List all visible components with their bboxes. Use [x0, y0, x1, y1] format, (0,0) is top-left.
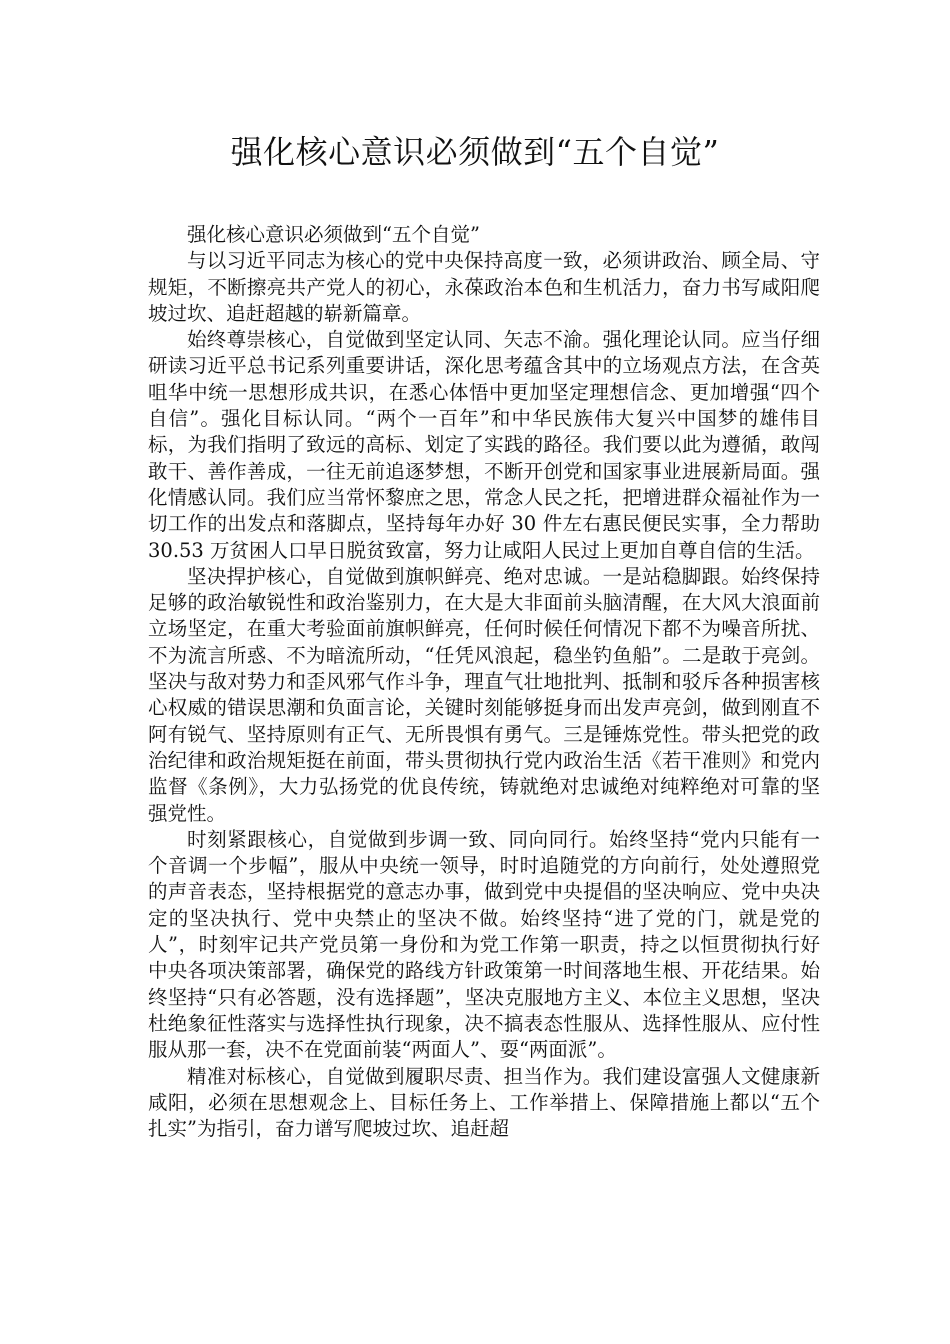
- paragraph-subtitle: 强化核心意识必须做到“五个自觉”: [187, 223, 480, 246]
- paragraph-section-3: 时刻紧跟核心，自觉做到步调一致、同向同行。始终坚持“党内只能有一个音调一个步幅”，服从中央统一领导，时时追随党的方向前行，处处遵照党的声音表态，坚持根据党的意志办事，做到党中央提倡的坚决响应、党中央决定的坚决执行、党中央禁止的坚决不做。始终坚持“进了党的门，就是党的人”，时刻牢记共产党员第一身份和为党工作第一职责，持之以恒贯彻执行好中央各项决策部署，确保党的路线方针政策第一时间落地生根、开花结果。始终坚持“只有必答题，没有选择题”，坚决克服地方主义、本位主义思想，坚决杜绝象征性落实与选择性执行现象，决不搞表态性服从、选择性服从、应付性服从那一套，决不在党面前装“两面人”、耍“两面派”。: [148, 827, 820, 1062]
- paragraph-section-2: 坚决捍护核心，自觉做到旗帜鲜亮、绝对忠诚。一是站稳脚跟。始终保持足够的政治敏锐性和政治鉴别力，在大是大非面前头脑清醒，在大风大浪面前立场坚定，在重大考验面前旗帜鲜亮，任何时候任何情况下都不为噪音所扰、不为流言所惑、不为暗流所动，“任凭风浪起，稳坐钓鱼船”。二是敢于亮剑。坚决与敌对势力和歪风邪气作斗争，理直气壮地批判、抵制和驳斥各种损害核心权威的错误思潮和负面言论，关键时刻能够挺身而出发声亮剑，做到刚直不阿有锐气、坚持原则有正气、无所畏惧有勇气。三是锤炼党性。带头把党的政治纪律和政治规矩挺在前面，带头贯彻执行党内政治生活《若干准则》和党内监督《条例》，大力弘扬党的优良传统，铸就绝对忠诚绝对纯粹绝对可靠的坚强党性。: [148, 564, 820, 825]
- paragraph-section-1: 始终尊崇核心，自觉做到坚定认同、矢志不渝。强化理论认同。应当仔细研读习近平总书记系列重要讲话，深化思考蕴含其中的立场观点方法，在含英咀华中统一思想形成共识，在悉心体悟中更加坚定理想信念、更加增强“四个自信”。强化目标认同。“两个一百年”和中华民族伟大复兴中国梦的雄伟目标，为我们指明了致远的高标、划定了实践的路径。我们要以此为遵循，敢闯敢干、善作善成，一往无前追逐梦想，不断开创党和国家事业进展新局面。强化情感认同。我们应当常怀黎庶之思，常念人民之托，把增进群众福祉作为一切工作的出发点和落脚点，坚持每年办好 30 件左右惠民便民实事，全力帮助 30.53 万贫困人口早日脱贫致富，努力让咸阳人民过上更加自尊自信的生活。: [148, 328, 820, 562]
- document-body: [148, 222, 820, 1142]
- paragraph-intro: 与以习近平同志为核心的党中央保持高度一致，必须讲政治、顾全局、守规矩，不断擦亮共产党人的初心，永葆政治本色和生机活力，奋力书写咸阳爬坡过坎、追赶超越的崭新篇章。: [148, 249, 820, 325]
- paragraph-section-4: 精准对标核心，自觉做到履职尽责、担当作为。我们建设富强人文健康新咸阳，必须在思想观念上、目标任务上、工作举措上、保障措施上都以“五个扎实”为指引，奋力谱写爬坡过坎、追赶超: [148, 1064, 820, 1141]
- document-title: 强化核心意识必须做到“五个自觉”: [230, 133, 720, 171]
